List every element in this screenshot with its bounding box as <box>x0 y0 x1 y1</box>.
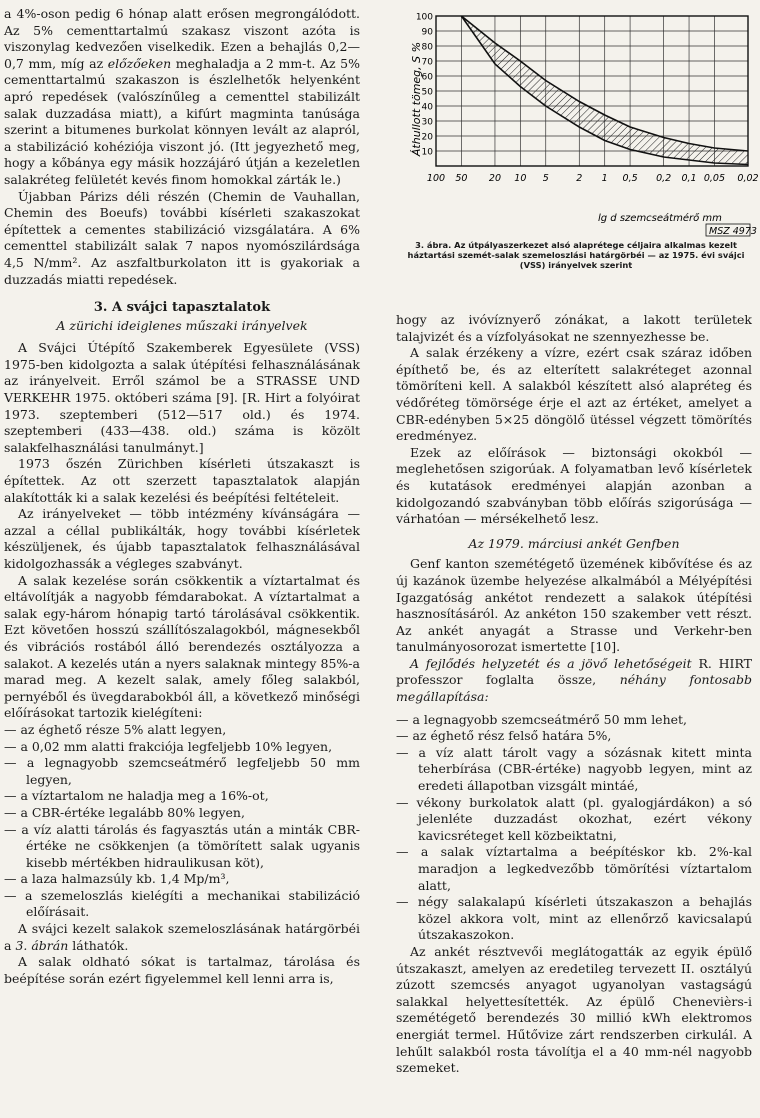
list-item: — a víz alatti tárolás és fagyasztás után a minták CBR-értéke ne csökkenjen (a tömörített salak ugyanis kisebb mértékben hidraulikusan köt), <box>4 821 360 870</box>
left-column <box>4 6 360 987</box>
y-tick-label: 20 <box>421 132 433 143</box>
x-tick-label: 1 <box>601 173 608 184</box>
x-tick-label: 0,2 <box>656 173 672 184</box>
list-item: — az éghető része 5% alatt legyen, <box>4 721 227 737</box>
paragraph: Az ankét résztvevői meglátogatták az egyik épülő útszakaszt, amelyen az eredetileg tervezett II. osztályú zúzott szemcsés anyagot ugyanolyan vastagságú salakkal helyettesítették. Az épülő Chenevièrs-i szemétégető berendezés 30 millió kWh elektromos energiát termel. Hűtővize zárt rendszerben cirkulál. A lehűlt salakból rosta távolítja el a 40 mm-nél nagyobb szemeket. <box>396 943 752 1076</box>
x-tick-label: 0,1 <box>681 173 697 184</box>
x-tick-label: 20 <box>488 173 502 184</box>
standard-label: MSZ 4973 <box>709 226 757 237</box>
list-item: — négy salakalapú kísérleti útszakaszon a behajlás közel akkora volt, mint az ellenőrző kavicsalapú útszakaszokon. <box>396 894 752 943</box>
paragraph: Ezek az előírások — biztonsági okokból — meglehetősen szigorúak. A folyamatban levő kísérletek és kutatások eredményei alapján azonban a kidolgozandó szabványban több előírás szigorúsága — várhatóan — mérsékelhető lesz. <box>396 444 752 527</box>
x-tick-label: 0,02 <box>737 173 759 184</box>
x-tick-label: 0,5 <box>622 173 638 184</box>
list-item: — a CBR-értéke legalább 80% legyen, <box>4 804 245 820</box>
x-axis-label: lg d szemcseátmérő mm <box>598 213 722 224</box>
paragraph: A Svájci Útépítő Szakemberek Egyesülete (VSS) 1975-ben kidolgozta a salak útépítési felhasználásának az irányelveit. Erről számol be a STRASSE UND VERKEHR 1975. októberi száma [9]. [R. Hirt a folyóirat 1973. szeptemberi (512—517 old.) és 1974. szeptemberi (433—438. old.) száma is közölt salakfelhasználási tanulmányt.] <box>4 340 360 455</box>
x-tick-label: 10 <box>514 173 527 184</box>
findings-list <box>396 712 752 944</box>
figure-caption: 3. ábra. Az útpályaszerkezet alsó alaprétege céljaira alkalmas kezelt háztartási szemét-salak szemeloszlási határgörbéi — az 1975. évi svájci (VSS) irányelvek szerint <box>407 240 745 270</box>
section-heading: 3. A svájci tapasztalatok <box>93 300 271 316</box>
y-tick-label: 30 <box>421 117 433 128</box>
right-column <box>396 312 752 1077</box>
paragraph: A fejlődés helyzetét és a jövő lehetőségeit R. HIRT professzor foglalta össze, néhány fontosabb megállapítása: <box>396 655 752 705</box>
x-tick-label: 100 <box>426 173 446 184</box>
y-tick-label: 60 <box>421 72 433 83</box>
paragraph: Genf kanton szemétégető üzemének kibővítése és az új kazánok üzembe helyezése alkalmából a Mélyépítési Igazgatóság ankétot rendezett a salakok útépítési hasznosításáról. Az ankéton 150 szakember vett részt. Az ankét anyagát a Strasse und Verkehr-ben tanulmányosorozat ismertette [10]. <box>396 556 752 655</box>
requirements-list <box>4 722 360 921</box>
x-tick-label: 50 <box>455 173 468 184</box>
x-tick-label: 5 <box>542 173 549 184</box>
list-item: — a laza halmazsúly kb. 1,4 Mp/m³, <box>4 871 230 887</box>
paragraph: A salak érzékeny a vízre, ezért csak száraz időben építhető be, és az elterített salakréteget azonnal tömöríteni kell. A salakból készített alsó alapréteg és védőréteg tömörsége érje el azt az értéket, amelyet a CBR-edényben 5×25 döngölő ütéssel végzett tömörítés eredményez. <box>396 345 752 444</box>
y-tick-label: 90 <box>421 27 433 38</box>
list-item: — a 0,02 mm alatti frakciója legfeljebb 10% legyen, <box>4 738 333 754</box>
section-subheading: A zürichi ideiglenes műszaki irányelvek <box>56 317 308 333</box>
x-tick-label: 2 <box>576 173 583 184</box>
list-item: — a salak víztartalma a beépítéskor kb. 2%-kal maradjon a legkedvezőbb tömörítési víztartalom alatt, <box>396 844 752 893</box>
list-item: — a víz alatt tárolt vagy a sózásnak kitett minta teherbírása (CBR-értéke) nagyobb legyen, mint az eredeti állapotban vizsgált mintáé, <box>396 744 752 794</box>
paragraph: hogy az ivóvíznyerő zónákat, a lakott területek talajvizét és a vízfolyásokat ne szennyezhesse be. <box>396 312 752 344</box>
x-tick-labels <box>427 173 759 184</box>
y-tick-label: 10 <box>421 147 433 158</box>
list-item: — vékony burkolatok alatt (pl. gyalogjárdákon) a só jelenléte duzzadást okozhat, ezért vékony kavicsréteget kell közbeiktatni, <box>396 794 752 843</box>
y-tick-label: 100 <box>415 12 433 23</box>
paragraph: 1973 őszén Zürichben kísérleti útszakaszt is építettek. Az ott szerzett tapasztalatok alapján alakították ki a salak kezelési és beépítési feltételeit. <box>4 456 360 505</box>
y-tick-label: 70 <box>421 57 433 68</box>
list-item: — a legnagyobb szemcseátmérő 50 mm lehet, <box>396 711 688 727</box>
figure-reference: 3. ábrán <box>15 937 69 953</box>
paragraph: a 4%-oson pedig 6 hónap alatt erősen megrongálódott. Az 5% cementtartalmú szakasz viszont azóta is viszonylag kedvezően viselkedik. Ezen a behajlás 0,2—0,7 mm, míg az előzőeken meghaladja a 2 mm-t. Az 5% cementtartalmú szakaszon is észlelhetők helyenként apró repedések (valószínűleg a cementtel stabilizált salak duzzadása miatt), a kifúrt magminta tanúsága szerint a bitumenes burkolat könnyen levált az alapról, a stabilizáció kohéziója viszont jó. (Itt jegyezhető meg, hogy a kőbánya egy másik hozzájáró útján a kezeletlen salakréteg felületét kevés finom homokkal zárták le.) <box>4 6 360 187</box>
paragraph: A svájci kezelt salakok szemeloszlásának határgörbéi a 3. ábrán láthatók. <box>4 921 360 953</box>
paragraph: A salak oldható sókat is tartalmaz, tárolása és beépítése során ezért figyelemmel kell lenni arra is, <box>4 954 360 986</box>
list-item: — az éghető rész felső határa 5%, <box>396 728 612 744</box>
paragraph: Az irányelveket — több intézmény kívánságára — azzal a céllal publikálták, hogy további kísérletek készüljenek, és újabb tapasztalatok felhasználásával kidolgozhassák a végleges szabványt. <box>4 506 360 571</box>
list-item: — a víztartalom ne haladja meg a 16%-ot, <box>4 788 269 804</box>
y-axis-label: Áthullott tömeg, S % <box>410 41 423 157</box>
section-subheading: Az 1979. márciusi ankét Genfben <box>468 535 680 551</box>
paragraph: Újabban Párizs déli részén (Chemin de Vauhallan, Chemin des Boeufs) további kísérleti szakaszokat építettek a cementes stabilizáció vizsgálatára. A 6% cementtel stabilizált salak 7 napos nyomószilárdsága 4,5 N/mm². Az aszfaltburkolaton itt is gyakoriak a duzzadás miatti repedések. <box>4 188 360 287</box>
y-tick-label: 50 <box>421 87 433 98</box>
list-item: — a legnagyobb szemcseátmérő legfeljebb 50 mm legyen, <box>4 755 360 787</box>
list-item: — a szemeloszlás kielégíti a mechanikai stabilizáció előírásait. <box>4 887 360 920</box>
x-tick-label: 0,05 <box>703 173 726 184</box>
y-tick-label: 80 <box>421 42 433 53</box>
y-tick-label: 40 <box>421 102 433 113</box>
paragraph: A salak kezelése során csökkentik a víztartalmat és eltávolítják a nagyobb fémdarabokat. A víztartalmat a salak egy-három hónapig tartó tárolásával csökkentik. Ezt követően hosszú szállítószalagokból, mágnesekből és vibrációs rostából álló berendezés osztályozza a salakot. A kezelés után a nyers salaknak mintegy 85%-a marad meg. A kezelt salak, amely főleg salakból, pernyéből és üvegdarabokból áll, a következő minőségi előírásokat tartozik kielégíteni: <box>4 572 360 721</box>
